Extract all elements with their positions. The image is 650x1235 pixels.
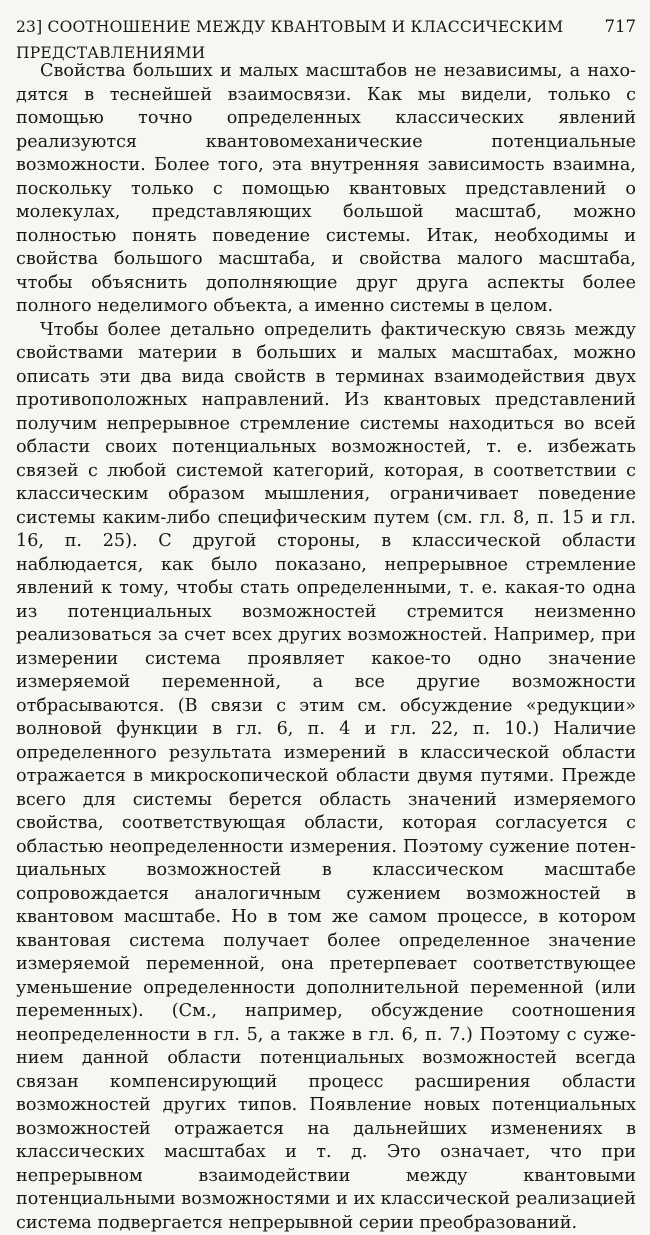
page-number: 717 — [605, 14, 637, 40]
running-header — [16, 14, 636, 44]
section-number: 23] — [16, 18, 42, 36]
paragraph-2: Чтобы более детально определить фактическую связь между свойствами материи в больших и малых масштабах, можно описать эти два вида свойств в терминах взаимодействия двух противоположных направлений. Из квантовых представлений получим непрерывное стремление системы находиться во всей области своих потенциальных возможностей, т. е. избежать связей с любой системой категорий, которая, в соответствии с классическим образом мышления, ограничивает поведение системы каким-либо специфическим путем (см. гл. 8, п. 15 и гл. 16, п. 25). С другой стороны, в классической области наблюдается, как было показано, непрерывное стремление явлений к тому, чтобы стать определенными, т. е. какая-то одна из потенциальных возможностей стремится неизменно реализоваться за счет всех других возможностей. Например, при измерении система проявляет какое-то одно значение измеряемой переменной, а все другие возможности отбрасываются. (В связи с этим см. обсуждение «редукции» волновой функции в гл. 6, п. 4 и гл. 22, п. 10.) Наличие определенного результата измерений в классической области отражается в микроскопической области двумя путями. Прежде всего для системы берется область значений измеряемого свойства, соответствующая области, которая согласуется с областью неопределенности измерения. Поэтому сужение потенциальных возможностей в классическом масштабе сопровождается аналогичным сужением возможностей в квантовом масштабе. Но в том же самом процессе, в котором квантовая система получает более определенное значение измеряемой переменной, она претерпевает соответствующее уменьшение определенности дополнительной переменной (или переменных). (См., например, обсуждение соотношения неопределенности в гл. 5, а также в гл. 6, п. 7.) Поэтому с сужением данной области потенциальных возможностей всегда связан компенсирующий процесс расширения области возможностей других типов. Появление новых потенциальных возможностей отражается на дальнейших изменениях в классических масштабах и т. д. Это означает, что при непрерывном взаимодействии между квантовыми потенциальными возможностями и их классической реализацией система подвергается непрерывной серии преобразований. — [16, 319, 636, 1235]
page-body — [16, 60, 636, 1235]
paragraph-1: Свойства больших и малых масштабов не независимы, а находятся в теснейшей взаимосвязи. Как мы видели, только с помощью точно определенных классических явлений реализуются квантовомеханические потенциальные возможности. Более того, эта внутренняя зависимость взаимна, поскольку только с помощью квантовых представлений о молекулах, представляющих большой масштаб, можно полностью понять поведение системы. Итак, необходимы и свойства большого масштаба, и свойства малого масштаба, чтобы объяснить дополняющие друг друга аспекты более полного неделимого объекта, а именно системы в целом. — [16, 60, 636, 319]
chapter-title: СООТНОШЕНИЕ МЕЖДУ КВАНТОВЫМ И КЛАССИЧЕСКИМ ПРЕДСТАВЛЕНИЯМИ — [16, 18, 563, 62]
running-title — [16, 14, 605, 66]
